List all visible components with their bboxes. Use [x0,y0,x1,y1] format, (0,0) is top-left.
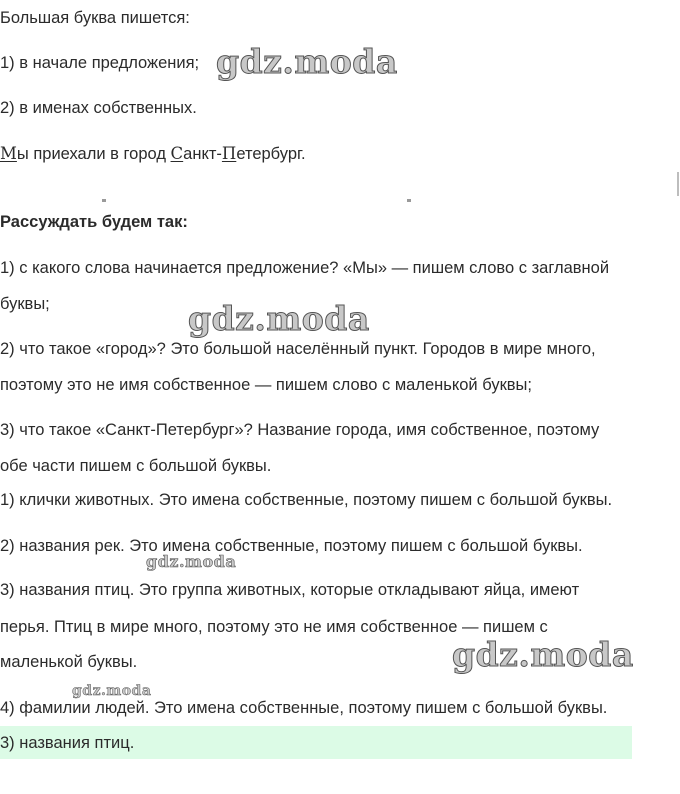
capital-letter-s: С [170,144,184,163]
capital-letter-m: М [0,144,17,163]
capital-letter-p: П [221,144,237,163]
watermark-logo: gdz.moda [146,552,237,571]
answer-3-line-2: перья. Птиц в мире много, поэтому это не имя собственное — пишем с [0,618,548,636]
rule-2: 2) в именах собственных. [0,99,197,117]
example-sentence [0,144,306,164]
reasoning-item-1-line-2: буквы; [0,295,50,313]
answer-3-line-1: 3) названия птиц. Это группа животных, которые откладывают яйца, имеют [0,581,580,599]
reasoning-item-3-line-2: обе части пишем с большой буквы. [0,457,272,475]
example-part-3: етербург. [236,145,306,163]
reasoning-item-2-line-2: поэтому это не имя собственное — пишем слово с маленькой буквы; [0,376,532,394]
answer-1: 1) клички животных. Это имена собственные, поэтому пишем с большой буквы. [0,491,613,509]
watermark-logo: gdz.moda [72,683,152,699]
watermark-logo: gdz.moda [216,42,398,81]
reasoning-item-1-line-1: 1) с какого слова начинается предложение? «Мы» — пишем слово с заглавной [0,259,610,277]
rule-1: 1) в начале предложения; [0,54,200,72]
cutoff-fragment [407,199,411,202]
example-part-2: анкт- [183,145,222,163]
reasoning-heading: Рассуждать будем так: [0,213,188,231]
cutoff-fragment [102,199,106,202]
watermark-logo: gdz.moda [452,635,634,674]
rules-intro: Большая буква пишется: [0,9,190,27]
reasoning-item-2-line-1: 2) что такое «город»? Это большой населённый пункт. Городов в мире много, [0,340,596,358]
reasoning-item-3-line-1: 3) что такое «Санкт-Петербург»? Название города, имя собственное, поэтому [0,421,600,439]
answer-4: 4) фамилии людей. Это имена собственные, поэтому пишем с большой буквы. [0,699,608,717]
example-part-1: ы приехали в город [16,145,171,163]
highlighted-answer: 3) названия птиц. [0,734,135,752]
answer-2: 2) названия рек. Это имена собственные, поэтому пишем с большой буквы. [0,537,583,555]
answer-3-line-3: маленькой буквы. [0,653,138,671]
scroll-marker [677,172,679,196]
watermark-logo: gdz.moda [188,299,370,338]
